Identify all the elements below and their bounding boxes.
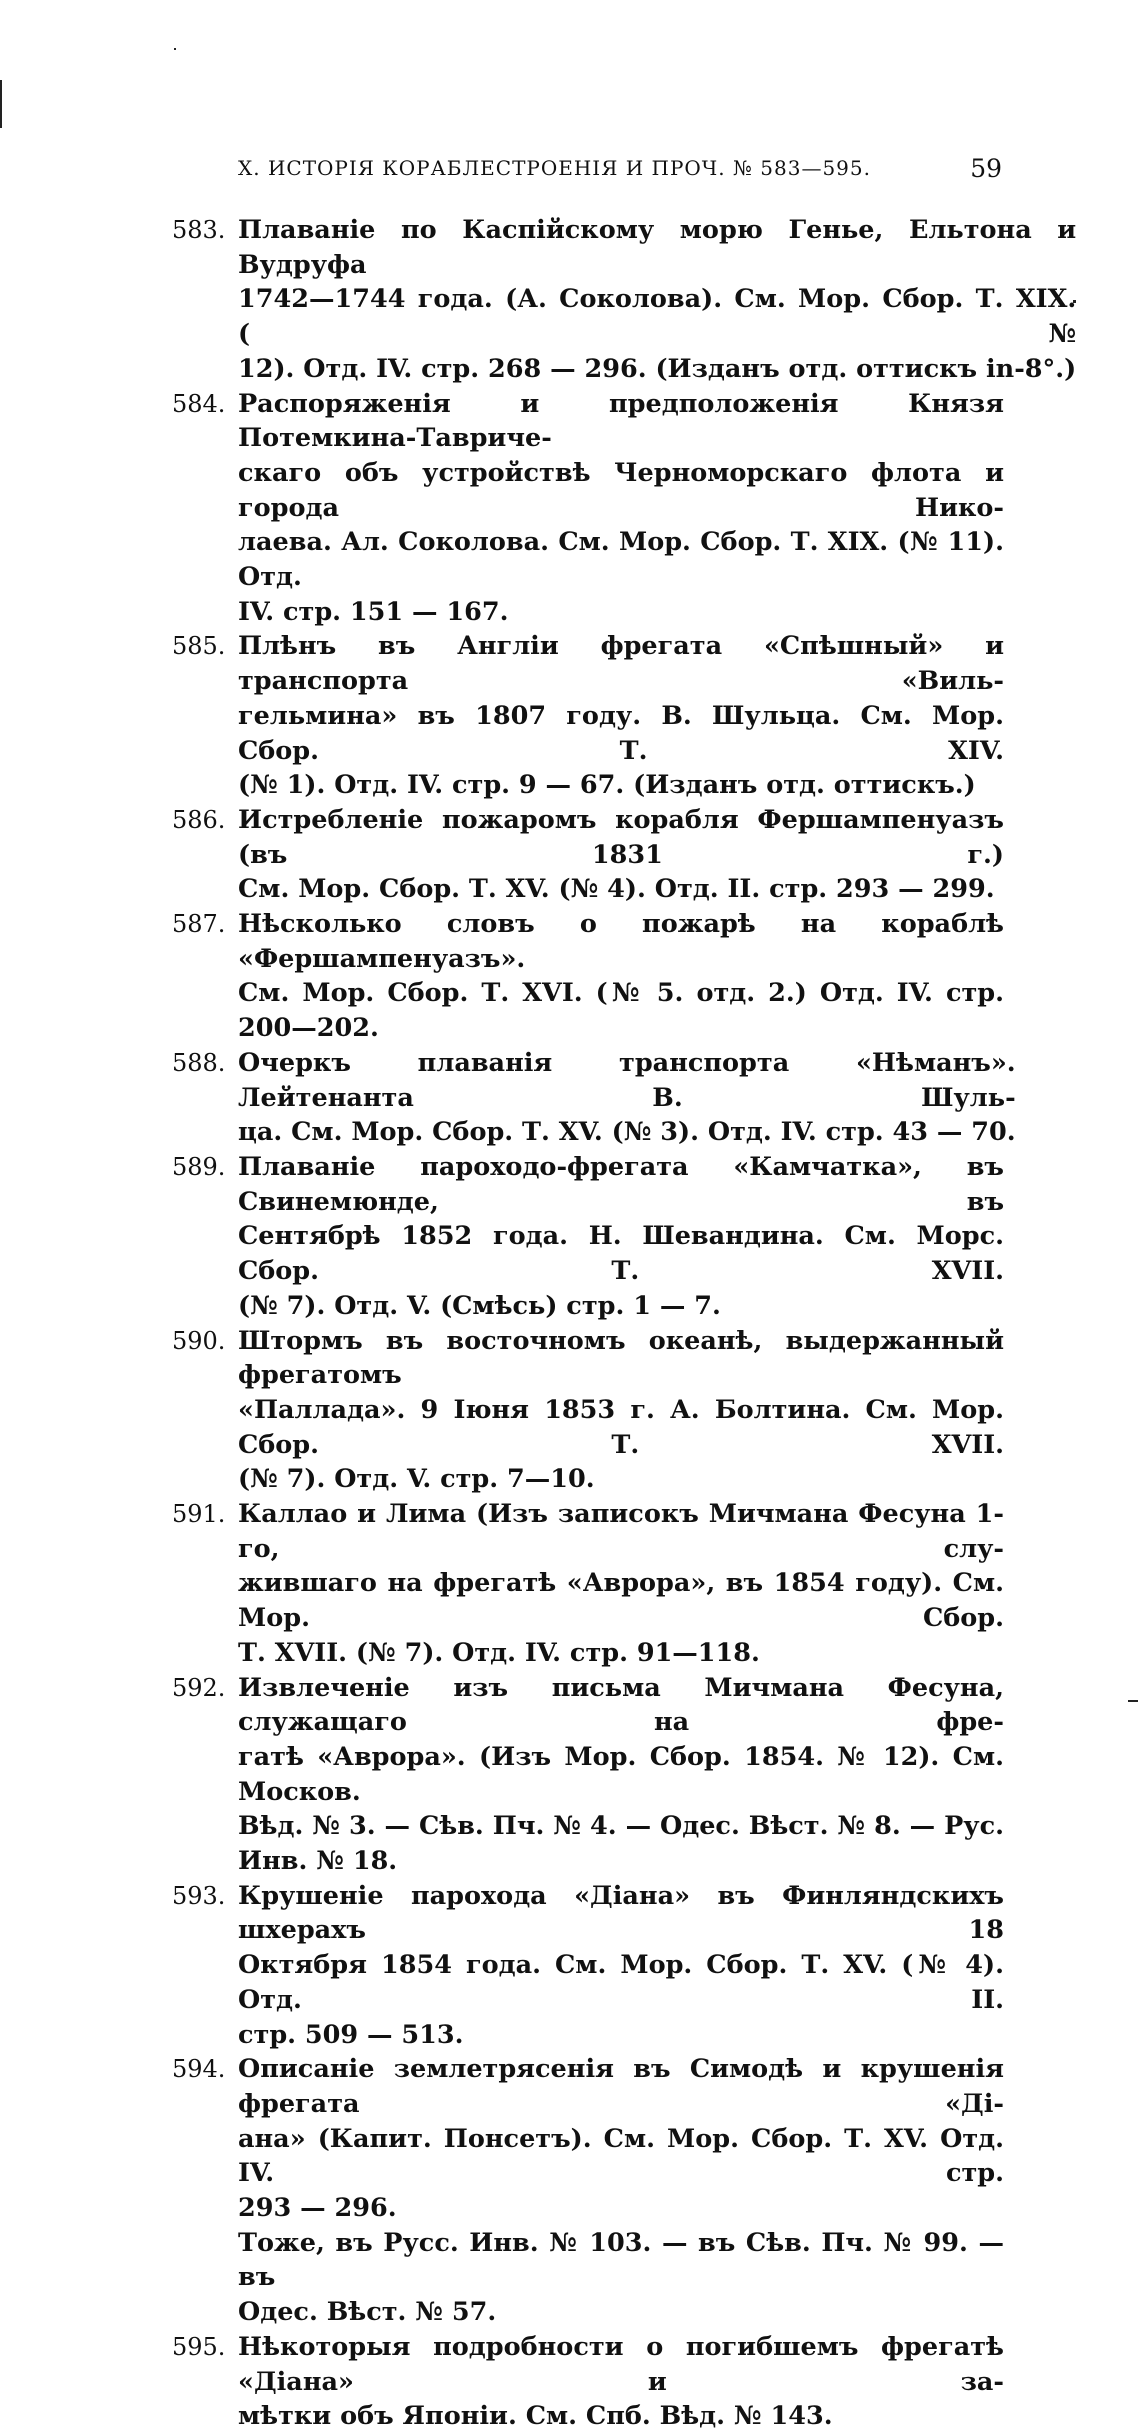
entry-number: 593. bbox=[172, 1881, 226, 1910]
entry-line: Очеркъ плаванія транспорта «Нѣманъ». Лейтенанта В. Шуль- bbox=[238, 1047, 1016, 1113]
entry-line: (№ 7). Отд. V. стр. 7—10. bbox=[238, 1464, 595, 1495]
entry-line: 293 — 296. bbox=[238, 2193, 397, 2224]
entry-text bbox=[238, 1046, 1016, 1150]
entry-number: 586. bbox=[172, 805, 226, 834]
entry-line: «Паллада». 9 Іюня 1853 г. А. Болтина. См. Мор. Сбор. Т. XVII. bbox=[238, 1394, 1004, 1460]
entry-line: ца. См. Мор. Сбор. Т. XV. (№ 3). Отд. IV. стр. 43 — 70. bbox=[238, 1117, 1016, 1148]
entry-line: стр. 509 — 513. bbox=[238, 2019, 464, 2050]
entry-number: 590. bbox=[172, 1326, 226, 1355]
entry-line: Истребленіе пожаромъ корабля Фершампенуазъ (въ 1831 г.) bbox=[238, 804, 1004, 870]
bibliography-list bbox=[172, 213, 1077, 2434]
bibliography-entry bbox=[172, 2052, 1004, 2330]
entry-line: Плаваніе пароходо-фрегата «Камчатка», въ Свинемюнде, въ bbox=[238, 1151, 1004, 1217]
entry-number: 584. bbox=[172, 389, 226, 418]
entry-line: (№ 7). Отд. V. (Смѣсь) стр. 1 — 7. bbox=[238, 1290, 721, 1321]
bibliography-entry bbox=[172, 1497, 1004, 1671]
bibliography-entry bbox=[172, 629, 1004, 803]
entry-number: 585. bbox=[172, 632, 226, 661]
entry-line: См. Мор. Сбор. Т. XV. (№ 4). Отд. II. стр. 293 — 299. bbox=[238, 874, 995, 905]
entry-line: Нѣсколько словъ о пожарѣ на кораблѣ «Фершампенуазъ». bbox=[238, 909, 1004, 974]
page-number: 59 bbox=[970, 154, 1002, 183]
entry-line: IV. стр. 151 — 167. bbox=[238, 596, 509, 627]
entry-text bbox=[238, 907, 1004, 1046]
entry-line: Инв. № 18. bbox=[238, 1846, 398, 1877]
scan-dot bbox=[174, 48, 176, 50]
entry-line: скаго объ устройствѣ Черноморскаго флота и города Нико- bbox=[238, 457, 1004, 523]
entry-text bbox=[238, 1879, 1004, 2053]
bibliography-entry bbox=[172, 387, 1004, 630]
bibliography-entry bbox=[172, 1046, 1016, 1150]
scan-edge-mark bbox=[1128, 1700, 1138, 1702]
entry-line: Плаваніе по Каспійскому морю Генье, Ельтона и Вудруфа bbox=[238, 215, 1077, 280]
entry-line: 1742—1744 года. (А. Соколова). См. Мор. Сбор. Т. XIX. (№ bbox=[238, 284, 1077, 350]
entry-number: 591. bbox=[172, 1500, 226, 1529]
entry-text bbox=[238, 2330, 1004, 2434]
entry-text bbox=[238, 1324, 1004, 1498]
entry-line: (№ 1). Отд. IV. стр. 9 — 67. (Изданъ отд. оттискъ.) bbox=[238, 770, 976, 801]
entry-line: жившаго на фрегатѣ «Аврора», въ 1854 году). См. Мор. Сбор. bbox=[238, 1568, 1004, 1634]
entry-text bbox=[238, 1497, 1004, 1671]
bibliography-entry bbox=[172, 803, 1004, 907]
bibliography-entry bbox=[172, 1671, 1004, 1879]
bibliography-entry bbox=[172, 1324, 1004, 1498]
entry-line: Т. XVII. (№ 7). Отд. IV. стр. 91—118. bbox=[238, 1637, 760, 1668]
scan-edge-mark bbox=[0, 80, 2, 128]
bibliography-entry bbox=[172, 1150, 1004, 1324]
entry-line: Октября 1854 года. См. Мор. Сбор. Т. XV. (№ 4). Отд. II. bbox=[238, 1950, 1004, 2015]
entry-text bbox=[238, 387, 1004, 630]
entry-text bbox=[238, 629, 1004, 803]
entry-line: Штормъ въ восточномъ океанѣ, выдержанный фрегатомъ bbox=[238, 1325, 1004, 1391]
entry-line: См. Мор. Сбор. Т. XVI. (№ 5. отд. 2.) Отд. IV. стр. 200—202. bbox=[238, 978, 1004, 1044]
bibliography-entry bbox=[172, 213, 1077, 387]
entry-line: Одес. Вѣст. № 57. bbox=[238, 2297, 497, 2328]
entry-number: 587. bbox=[172, 910, 226, 939]
entry-line: Нѣкоторыя подробности о погибшемъ фрегатѣ «Діана» и за- bbox=[238, 2331, 1004, 2397]
entry-number: 594. bbox=[172, 2055, 226, 2084]
bibliography-entry bbox=[172, 907, 1004, 1046]
entry-line: Крушеніе парохода «Діана» въ Финляндскихъ шхерахъ 18 bbox=[238, 1880, 1004, 1946]
entry-text bbox=[238, 1150, 1004, 1324]
entry-text bbox=[238, 803, 1004, 907]
entry-number: 592. bbox=[172, 1673, 226, 1702]
entry-line: Распоряженія и предположенія Князя Потемкина-Тавриче- bbox=[238, 388, 1004, 454]
entry-line: 12). Отд. IV. стр. 268 — 296. (Изданъ отд. оттискъ in-8°.) bbox=[238, 353, 1077, 384]
entry-number: 583. bbox=[172, 216, 226, 244]
entry-line: Тоже, въ Русс. Инв. № 103. — въ Сѣв. Пч. № 99. — въ bbox=[238, 2227, 1004, 2293]
entry-line: Вѣд. № 3. — Сѣв. Пч. № 4. — Одес. Вѣст. № 8. — Рус. bbox=[238, 1811, 1004, 1842]
entry-line: мѣтки объ Японіи. См. Спб. Вѣд. № 143. bbox=[238, 2401, 833, 2432]
entry-number: 589. bbox=[172, 1152, 226, 1181]
entry-line: гельмина» въ 1807 году. В. Шульца. См. Мор. Сбор. Т. XIV. bbox=[238, 700, 1004, 766]
page-header bbox=[238, 150, 1002, 190]
entry-line: Плѣнъ въ Англіи фрегата «Спѣшный» и транспорта «Виль- bbox=[238, 631, 1004, 697]
entry-line: Сентябрѣ 1852 года. Н. Шевандина. См. Морс. Сбор. Т. XVII. bbox=[238, 1221, 1004, 1287]
entry-text bbox=[238, 2052, 1004, 2330]
entry-line: Описаніе землетрясенія въ Симодѣ и крушенія фрегата «Ді- bbox=[238, 2054, 1004, 2119]
entry-number: 588. bbox=[172, 1048, 226, 1077]
entry-text bbox=[238, 1671, 1004, 1879]
running-title: X. ИСТОРІЯ КОРАБЛЕСТРОЕНІЯ И ПРОЧ. № 583—595. bbox=[238, 156, 871, 180]
entry-line: гатѣ «Аврора». (Изъ Мор. Сбор. 1854. № 12). См. Москов. bbox=[238, 1741, 1004, 1807]
entry-line: ана» (Капит. Понсетъ). См. Мор. Сбор. Т. XV. Отд. IV. стр. bbox=[238, 2123, 1004, 2189]
entry-line: лаева. Ал. Соколова. См. Мор. Сбор. Т. XIX. (№ 11). Отд. bbox=[238, 527, 1004, 593]
entry-line: Извлеченіе изъ письма Мичмана Фесуна, служащаго на фре- bbox=[238, 1672, 1004, 1738]
bibliography-entry bbox=[172, 1879, 1004, 2053]
bibliography-entry bbox=[172, 2330, 1004, 2434]
entry-number: 595. bbox=[172, 2332, 226, 2361]
entry-line: Каллао и Лима (Изъ записокъ Мичмана Фесуна 1-го, слу- bbox=[238, 1499, 1004, 1564]
entry-text bbox=[238, 213, 1076, 387]
